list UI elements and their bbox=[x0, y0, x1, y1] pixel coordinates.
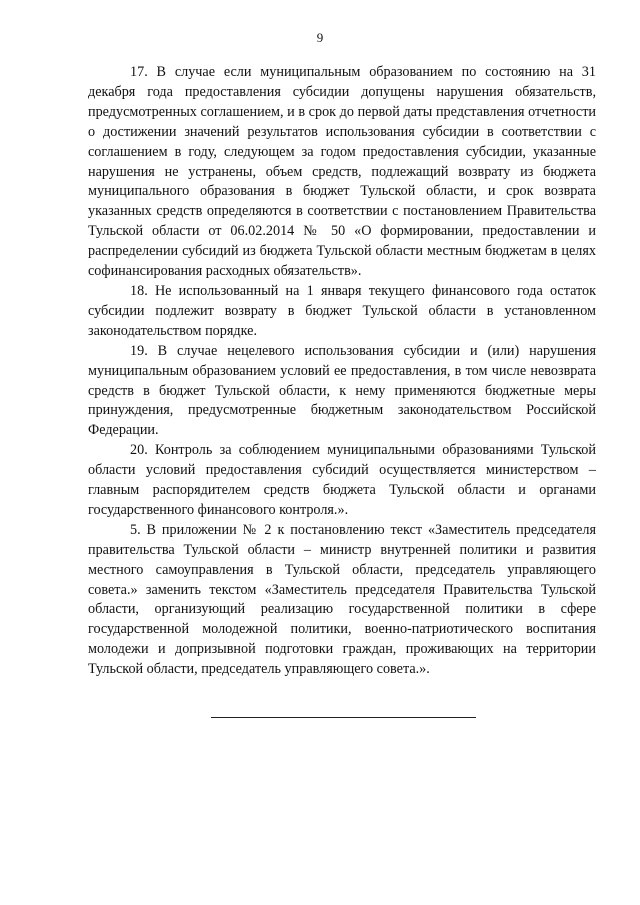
end-separator-line bbox=[211, 717, 476, 718]
paragraph-18: 18. Не использованный на 1 января текущего финансового года остаток субсидии подлежит возврату в бюджет Тульской области в установленном законодательством порядке. bbox=[88, 282, 596, 339]
paragraph-20: 20. Контроль за соблюдением муниципальными образованиями Тульской области условий предоставления субсидий осуществляется министерством – главным распорядителем средств бюджета Тульской области и органами государственного финансового контроля.». bbox=[88, 442, 596, 518]
paragraph-item-5: 5. В приложении № 2 к постановлению текст «Заместитель председателя правительства Тульской области – министр внутренней политики и развития местного самоуправления в Тульской области, председатель управляющего совета.» заменить текстом «Заместитель председателя Правительства Тульской области, организующий реализацию государственной политики в сфере государственной молодежной политики, военно-патриотического воспитания молодежи и допризывной подготовки граждан, проживающих на территории Тульской области, председатель управляющего совета.». bbox=[88, 521, 596, 678]
paragraph-17: 17. В случае если муниципальным образованием по состоянию на 31 декабря года предоставления субсидии допущены нарушения обязательств, предусмотренных соглашением, и в срок до первой даты представления отчетности о достижении значений результатов использования субсидии в соответствии с соглашением в году, следующем за годом предоставления субсидии, указанные нарушения не устранены, объем средств, подлежащий возврату из бюджета муниципального образования в бюджет Тульской области, и срок возврата указанных средств определяются в соответствии с постановлением Правительства Тульской области от 06.02.2014 № 50 «О формировании, предоставлении и распределении субсидий из бюджета Тульской области местным бюджетам в целях софинансирования расходных обязательств». bbox=[88, 64, 596, 280]
document-body bbox=[88, 63, 596, 680]
page-number: 9 bbox=[316, 30, 324, 45]
paragraph-19: 19. В случае нецелевого использования субсидии и (или) нарушения муниципальным образованием условий ее предоставления, в том числе невозврата средств в бюджет Тульской области, к нему применяются бюджетные меры принуждения, предусмотренные бюджетным законодательством Российской Федерации. bbox=[88, 342, 596, 439]
